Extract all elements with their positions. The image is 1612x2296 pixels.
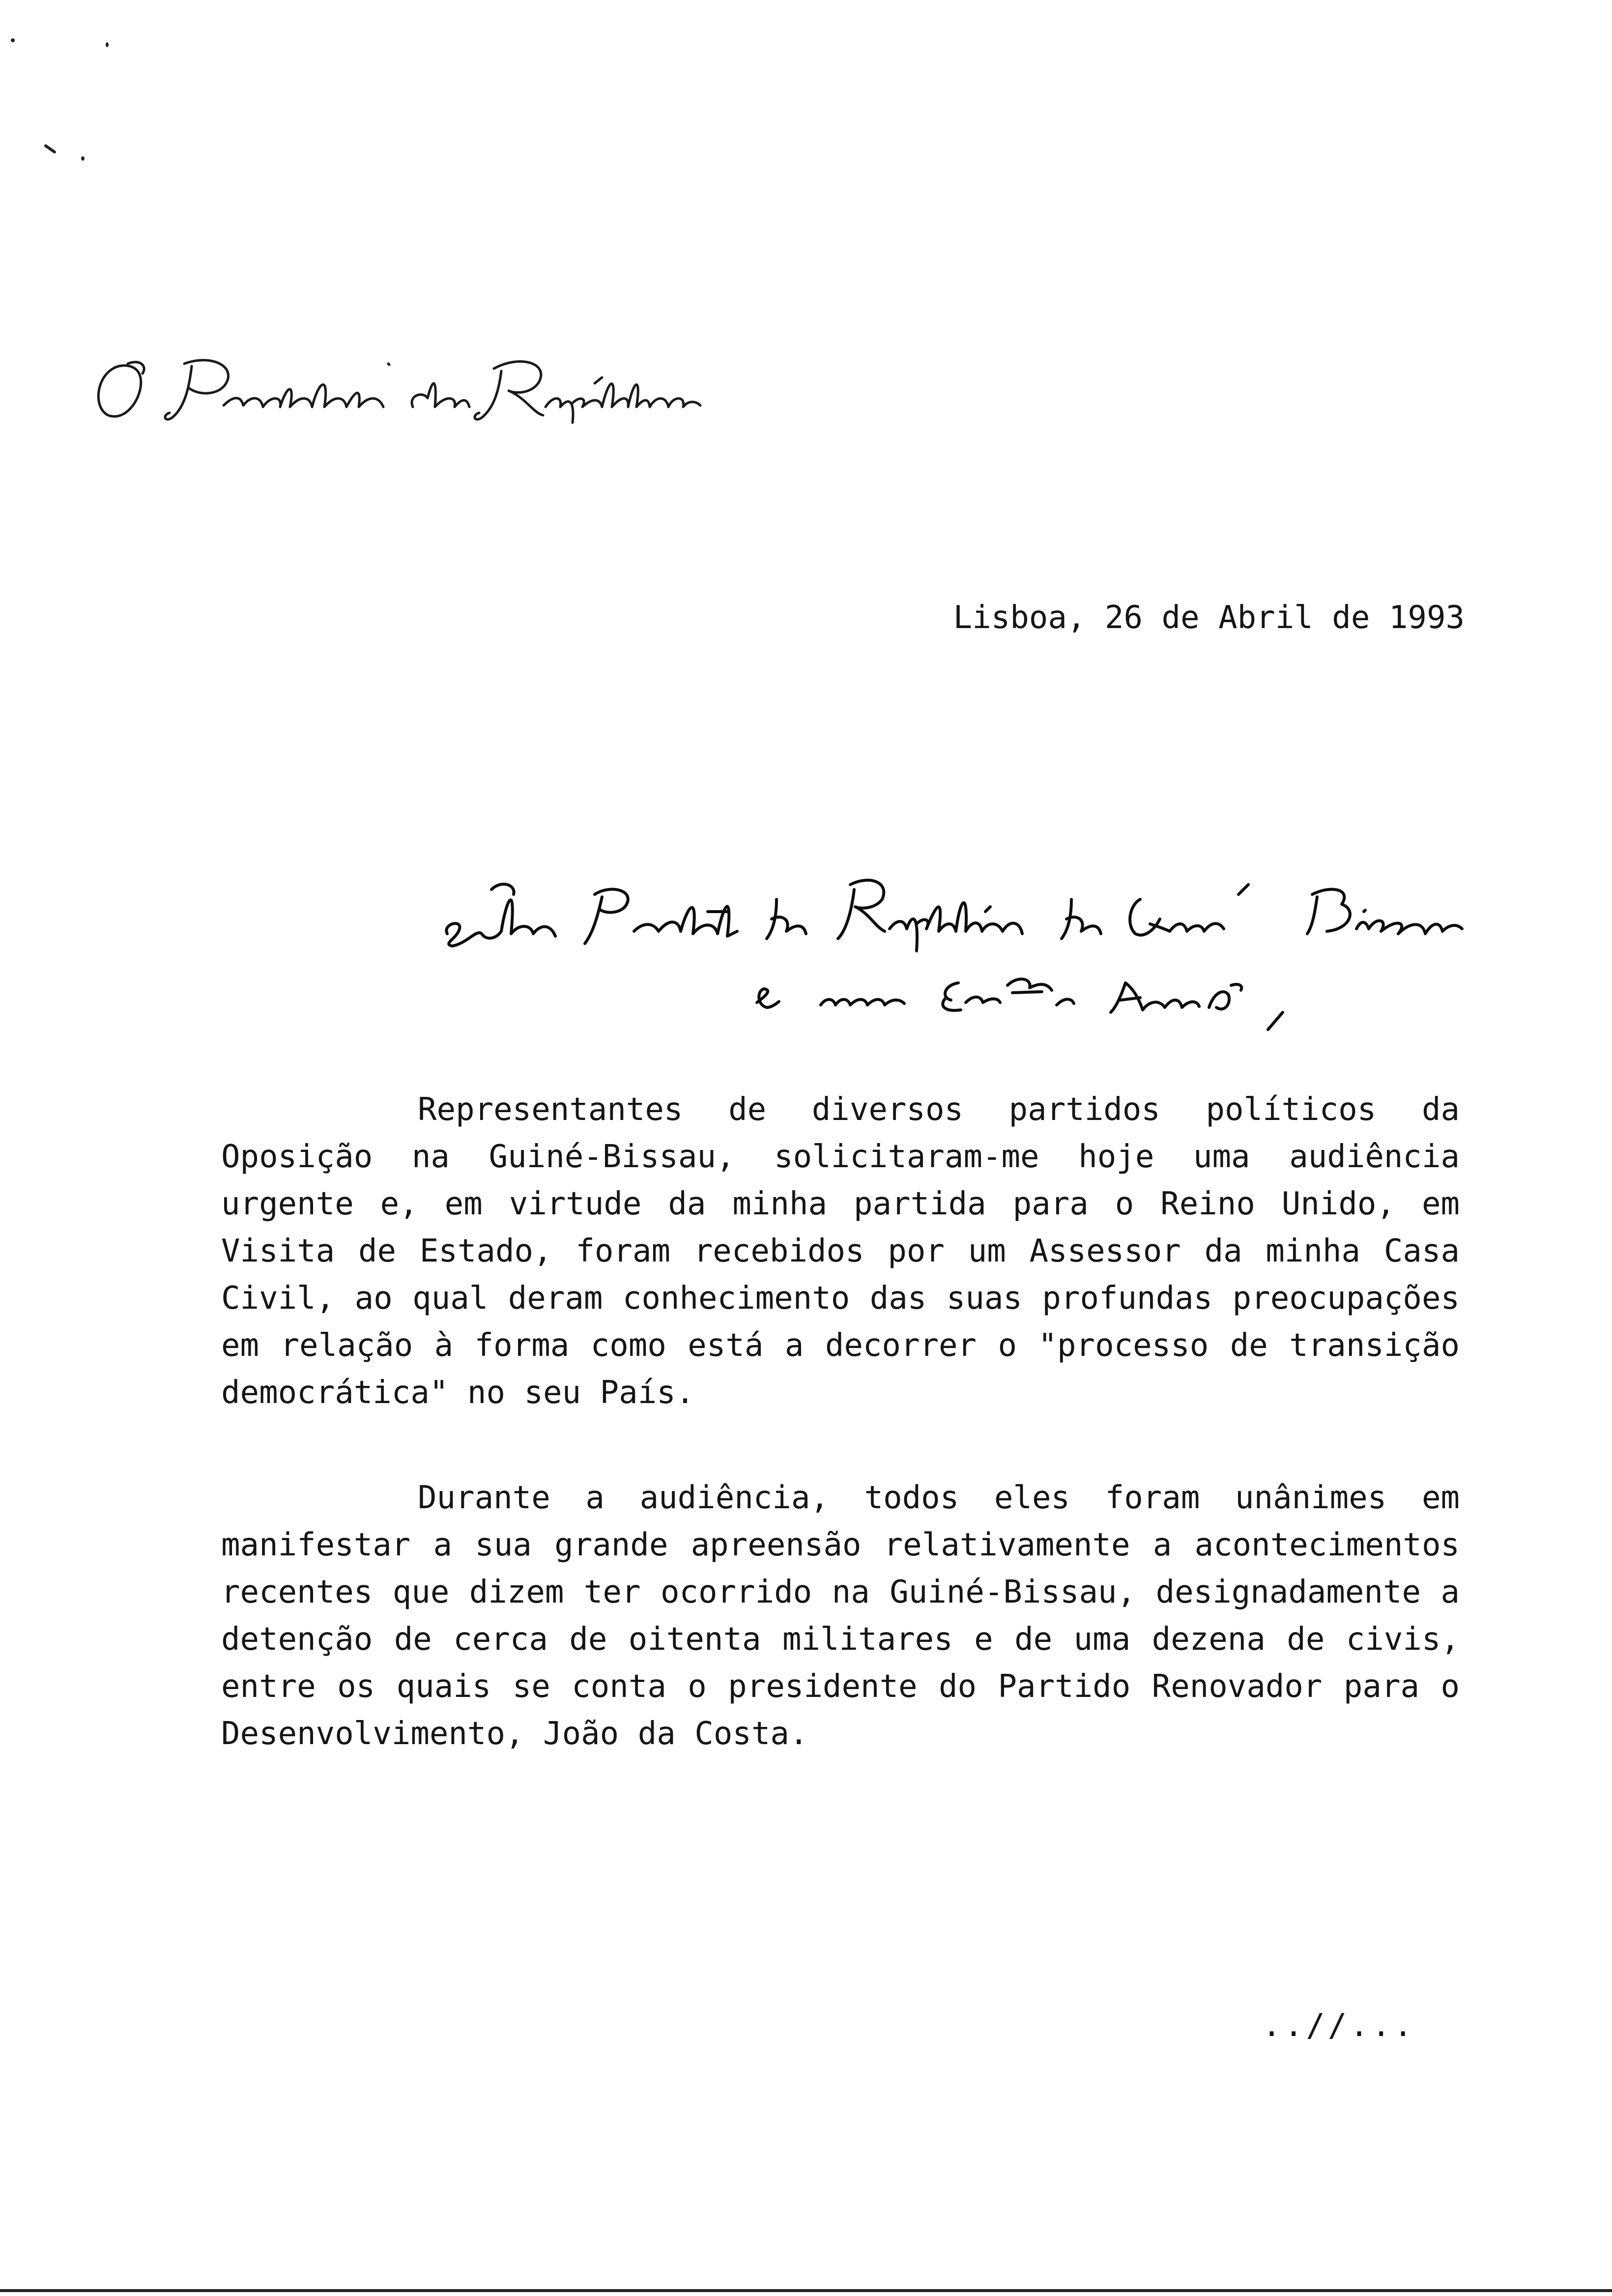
scan-bottom-edge	[0, 2289, 1612, 2292]
continuation-mark: ..//...	[1262, 2008, 1415, 2044]
body-paragraph-2: Durante a audiência, todos eles foram unânimes em manifestar a sua grande apreensão relativamente a acontecimentos recentes que dizem ter ocorrido na Guiné-Bissau, designadamente a detenção de cerca de oitenta militares e de uma dezena de civis, entre os quais se conta o presidente do Partido Renovador para o Desenvolvimento, João da Costa.	[221, 1480, 1460, 1752]
scan-speck	[106, 42, 109, 47]
scan-speck	[11, 38, 15, 42]
handwritten-salutation	[432, 865, 1489, 1032]
scan-speck	[44, 144, 57, 154]
body-paragraph-1: Representantes de diversos partidos políticos da Oposição na Guiné-Bissau, solicitaram-me hoje uma audiência urgente e, em virtude da minha partida para o Reino Unido, em Visita de Estado, foram recebidos por um Assessor da minha Casa Civil, ao qual deram conhecimento das suas profundas preocupações em relação à forma como está a decorrer o "processo de transição democrática" no seu País.	[221, 1091, 1460, 1411]
scan-speck	[81, 156, 85, 161]
dateline: Lisboa, 26 de Abril de 1993	[953, 600, 1465, 636]
